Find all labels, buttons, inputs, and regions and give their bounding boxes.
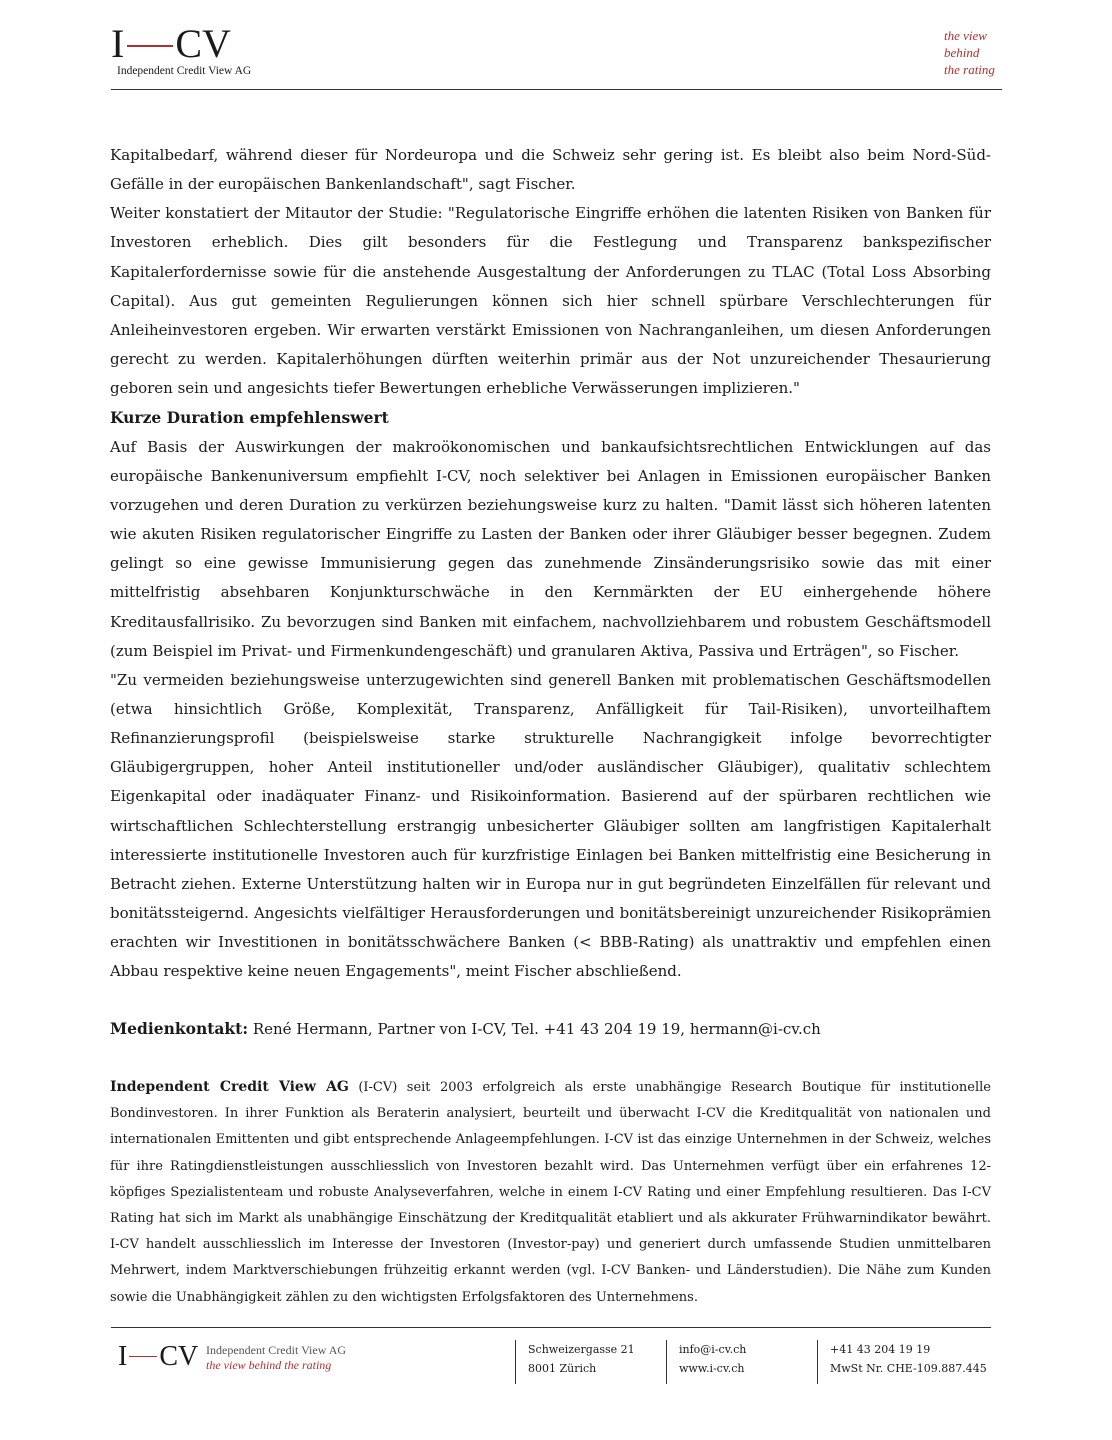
footer-phone bbox=[817, 1340, 987, 1384]
footer-logo-mark bbox=[118, 1342, 198, 1372]
footer-web bbox=[666, 1340, 746, 1384]
logo-mark bbox=[111, 21, 231, 66]
header-logo bbox=[111, 21, 411, 84]
footer-website-link[interactable]: www.i-cv.ch bbox=[679, 1362, 745, 1375]
footer-logo-letter-i: I bbox=[118, 1341, 128, 1372]
footer-address-city: 8001 Zürich bbox=[528, 1362, 597, 1375]
company-about bbox=[110, 1074, 991, 1311]
footer-divider bbox=[111, 1327, 991, 1328]
tagline-line: the rating bbox=[944, 62, 995, 77]
footer-email-link[interactable]: info@i-cv.ch bbox=[679, 1343, 747, 1356]
footer-company-name: Independent Credit View AG bbox=[206, 1343, 347, 1357]
header-tagline bbox=[944, 27, 995, 78]
footer-logo-dash bbox=[129, 1356, 157, 1358]
article-body bbox=[110, 141, 991, 987]
media-contact-label: Medienkontakt: bbox=[110, 1019, 249, 1038]
footer-vat-number: MwSt Nr. CHE-109.887.445 bbox=[830, 1362, 987, 1375]
footer-tagline: the view behind the rating bbox=[206, 1358, 332, 1372]
footer-address-street: Schweizergasse 21 bbox=[528, 1343, 635, 1356]
company-about-text: (I-CV) seit 2003 erfolgreich als erste unabhängige Research Boutique für institutionelle Bondinvestoren. In ihrer Funktion als Beraterin analysiert, beurteilt und überwacht I-CV die Kreditqualität von nationalen und internationalen Emittenten und gibt entsprechende Anlageempfehlungen. I-CV ist das einzige Unternehmen in der Schweiz, welches für ihre Ratingdienstleistungen ausschliesslich von Investoren bezahlt wird. Das Unternehmen verfügt über ein erfahrenes 12-köpfiges Spezialistenteam und robuste Analyseverfahren, welche in einem I-CV Rating und einer Empfehlung resultieren. Das I-CV Rating hat sich im Markt als unabhängige Einschätzung der Kreditqualität etabliert und als akkurater Frühwarnindikator bewährt. I-CV handelt ausschliesslich im Interesse der Investoren (Investor-pay) und generiert durch umfassende Studien unmittelbaren Mehrwert, indem Marktverschiebungen frühzeitig erkannt werden (vgl. I-CV Banken- und Länderstudien). Die Nähe zum Kunden sowie die Unabhängigkeit zählen zu den wichtigsten Erfolgsfaktoren des Unternehmens. bbox=[110, 1080, 991, 1305]
footer-logo-letters-cv: CV bbox=[159, 1341, 199, 1372]
media-contact-text: René Hermann, Partner von I-CV, Tel. +41 43 204 19 19, hermann@i-cv.ch bbox=[248, 1020, 821, 1038]
tagline-line: the view bbox=[944, 28, 987, 43]
logo-letter-i: I bbox=[111, 21, 125, 66]
paragraph: Kapitalbedarf, während dieser für Nordeuropa und die Schweiz sehr gering ist. Es bleibt also beim Nord-Süd-Gefälle in der europäischen Bankenlandschaft", sagt Fischer. bbox=[110, 146, 991, 194]
logo-letters-cv: CV bbox=[175, 21, 231, 66]
footer-logo bbox=[118, 1342, 378, 1382]
tagline-line: behind bbox=[944, 45, 980, 60]
header-divider bbox=[111, 89, 1002, 90]
section-heading: Kurze Duration empfehlenswert bbox=[110, 408, 389, 428]
footer-address bbox=[515, 1340, 635, 1384]
paragraph: Auf Basis der Auswirkungen der makroökonomischen und bankaufsichtsrechtlichen Entwicklungen auf das europäische Bankenuniversum empfiehlt I-CV, noch selektiver bei Anlagen in Emissionen europäischer Banken vorzugehen und deren Duration zu verkürzen beziehungsweise kurz zu halten. "Damit lässt sich höheren latenten wie akuten Risiken regulatorischer Eingriffe zu Lasten der Banken oder ihrer Gläubiger besser begegnen. Zudem gelingt so eine gewisse Immunisierung gegen das zunehmende Zinsänderungsrisiko sowie das mit einer mittelfristig absehbaren Konjunkturschwäche in den Kernmärkten der EU einhergehende höhere Kreditausfallrisiko. Zu bevorzugen sind Banken mit einfachem, nachvollziehbarem und robustem Geschäftsmodell (zum Beispiel im Privat- und Firmenkundengeschäft) und granularen Aktiva, Passiva und Erträgen", so Fischer. bbox=[110, 437, 991, 660]
logo-company-name: Independent Credit View AG bbox=[117, 65, 252, 77]
media-contact bbox=[110, 1014, 991, 1044]
paragraph: "Zu vermeiden beziehungsweise unterzugewichten sind generell Banken mit problematischen Geschäftsmodellen (etwa hinsichtlich Größe, Komplexität, Transparenz, Anfälligkeit für Tail-Risiken), unvorteilhaftem Refinanzierungsprofil (beispielsweise starke strukturelle Nachrangigkeit infolge bevorrechtigter Gläubigergruppen, hoher Anteil institutioneller und/oder ausländischer Gläubiger), qualitativ schlechtem Eigenkapital oder inadäquater Finanz- und Risikoinformation. Basierend auf der spürbaren rechtlichen wie wirtschaftlichen Schlechterstellung erstrangig unbesicherter Gläubiger sollten am langfristigen Kapitalerhalt interessierte institutionelle Investoren auch für kurzfristige Einlagen bei Banken mittelfristig eine Besicherung in Betracht ziehen. Externe Unterstützung halten wir in Europa nur in gut begründeten Einzelfällen für relevant und bonitätssteigernd. Angesichts vielfältiger Herausforderungen und bonitätsbereinigt unzureichender Risikoprämien erachten wir Investitionen in bonitätsschwächere Banken (< BBB-Rating) als unattraktiv und empfehlen einen Abbau respektive keine neuen Engagements", meint Fischer abschließend. bbox=[110, 670, 991, 981]
company-about-name: Independent Credit View AG bbox=[110, 1079, 349, 1095]
logo-dash bbox=[127, 45, 173, 47]
paragraph: Weiter konstatiert der Mitautor der Studie: "Regulatorische Eingriffe erhöhen die latenten Risiken von Banken für Investoren erheblich. Dies gilt besonders für die Festlegung und Transparenz bankspezifischer Kapitalerfordernisse sowie für die anstehende Ausgestaltung der Anforderungen zu TLAC (Total Loss Absorbing Capital). Aus gut gemeinten Regulierungen können sich hier schnell spürbare Verschlechterungen für Anleiheinvestoren ergeben. Wir erwarten verstärkt Emissionen von Nachranganleihen, um diesen Anforderungen gerecht zu werden. Kapitalerhöhungen dürften weiterhin primär aus der Not unzureichender Thesaurierung geboren sein und angesichts tiefer Bewertungen erhebliche Verwässerungen implizieren." bbox=[110, 204, 991, 398]
footer-phone-number: +41 43 204 19 19 bbox=[830, 1343, 931, 1356]
